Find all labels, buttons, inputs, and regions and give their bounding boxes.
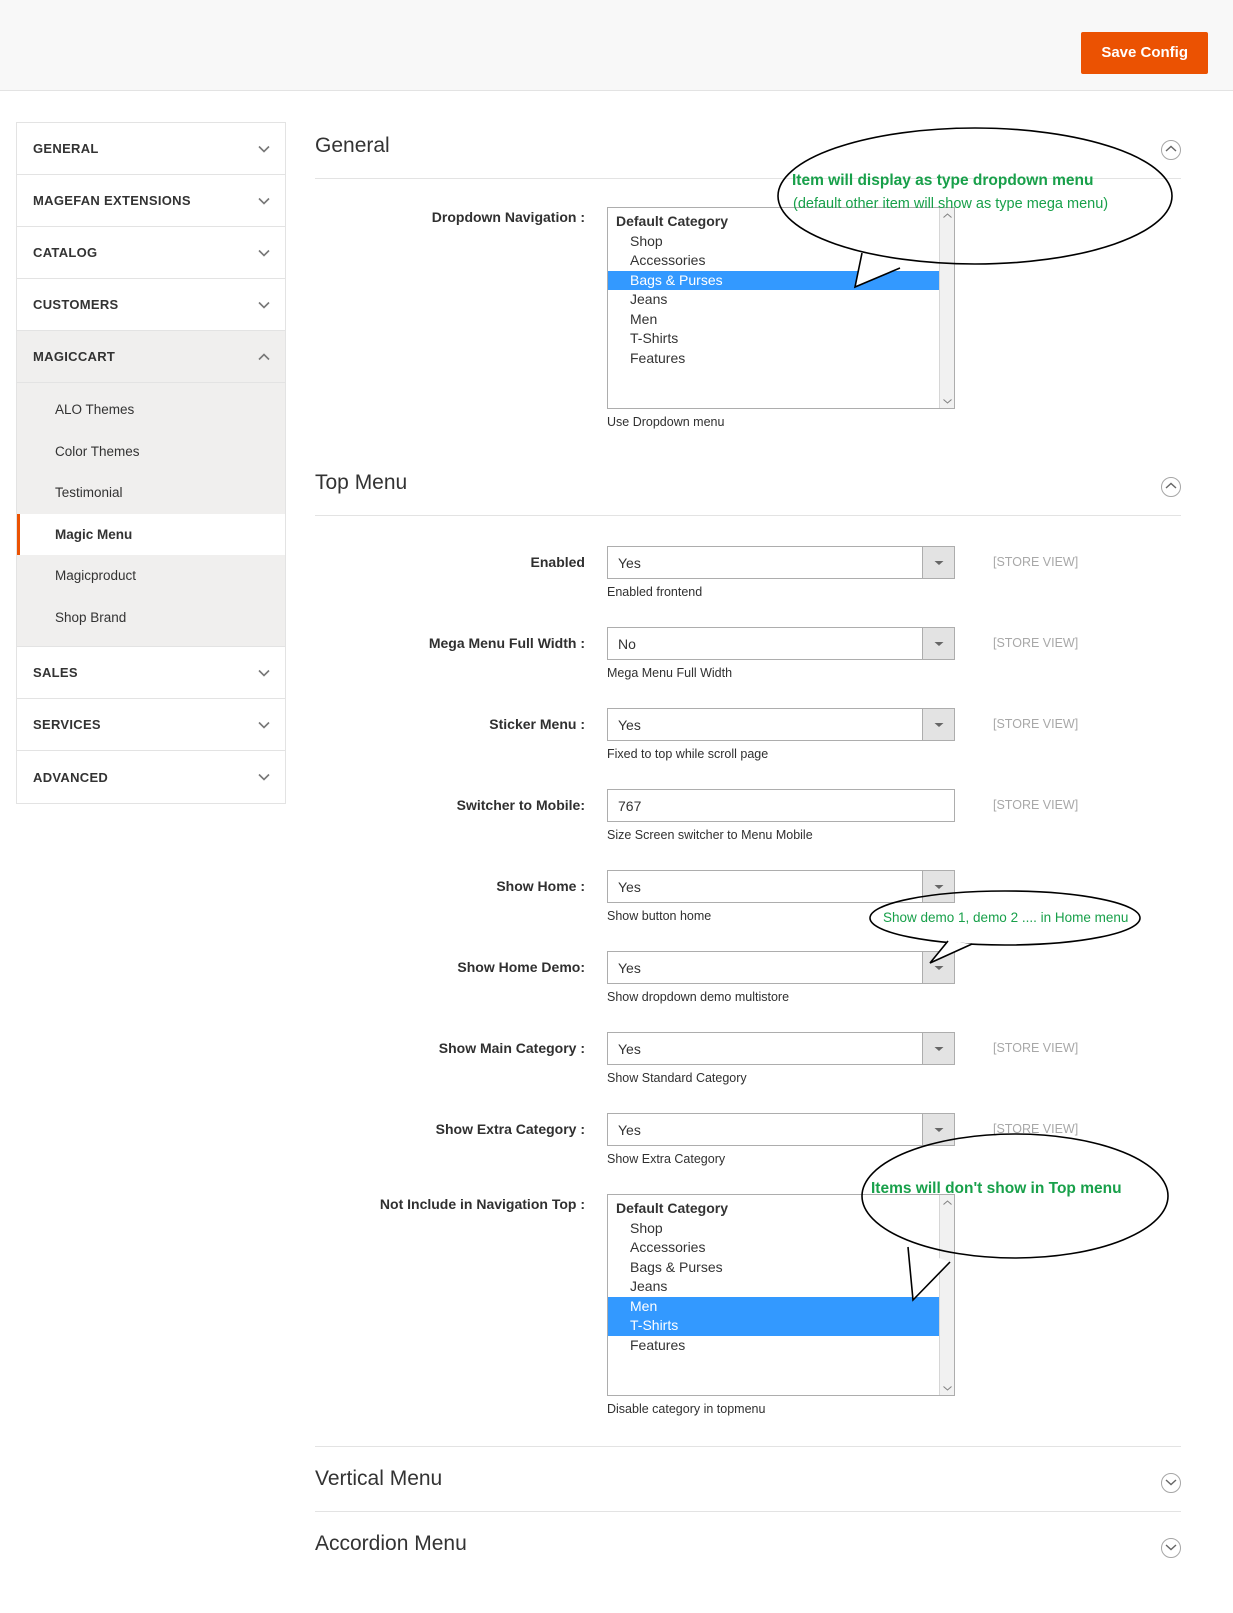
collapse-general-button[interactable] <box>1161 140 1181 160</box>
expand-vertical-menu-button[interactable] <box>1161 1473 1181 1493</box>
sidebar-item-advanced[interactable] <box>17 751 285 803</box>
sidebar-item-magic-menu[interactable] <box>17 514 285 556</box>
section-title: Vertical Menu <box>315 1467 443 1490</box>
expand-accordion-menu-button[interactable] <box>1161 1538 1181 1558</box>
sidebar-item-label: Magic Menu <box>55 526 133 542</box>
list-item[interactable]: Shop <box>630 1219 663 1236</box>
scope-label: [STORE VIEW] <box>993 798 1079 812</box>
show-extra-category-select[interactable] <box>607 1113 955 1146</box>
annotation-dropdown-note-line1: Item will display as type dropdown menu <box>792 172 1094 189</box>
chevron-down-icon <box>257 246 271 260</box>
sidebar-item-customers[interactable] <box>17 279 285 331</box>
field-label: Show Home : <box>496 878 585 894</box>
scrollbar[interactable] <box>939 208 954 408</box>
sidebar-item-label: Testimonial <box>55 485 123 501</box>
chevron-down-icon <box>257 770 271 784</box>
chevron-down-icon <box>257 718 271 732</box>
sidebar-item-services[interactable] <box>17 699 285 751</box>
list-item[interactable]: Jeans <box>630 1278 668 1294</box>
chevron-up-icon <box>257 350 271 364</box>
save-config-button[interactable]: Save Config <box>1081 32 1208 74</box>
field-note: Use Dropdown menu <box>607 415 725 429</box>
chevron-down-icon <box>257 194 271 208</box>
dropdown-navigation-multiselect[interactable] <box>607 207 955 409</box>
field-label: Mega Menu Full Width : <box>428 635 585 651</box>
list-item[interactable]: T-Shirts <box>608 1316 954 1336</box>
chevron-down-icon[interactable] <box>922 952 954 983</box>
field-label: Enabled <box>530 554 585 570</box>
sticker-menu-select[interactable] <box>607 708 955 741</box>
section-general <box>315 122 1181 179</box>
list-item[interactable]: Default Category <box>616 213 729 229</box>
chevron-down-icon[interactable] <box>922 547 954 578</box>
sidebar-item-testimonial[interactable] <box>17 472 285 514</box>
annotation-home-demo-note: Show demo 1, demo 2 .... in Home menu <box>883 910 1129 925</box>
enabled-select[interactable] <box>607 546 955 579</box>
scope-label: [STORE VIEW] <box>993 1122 1079 1136</box>
list-item[interactable]: T-Shirts <box>630 330 679 346</box>
field-show-main-category <box>315 1032 1181 1085</box>
sidebar-item-label: Shop Brand <box>55 609 127 625</box>
select-value: Yes <box>618 878 641 895</box>
list-item[interactable]: Shop <box>630 232 663 249</box>
field-note: Show button home <box>607 909 712 923</box>
chevron-down-icon <box>257 298 271 312</box>
field-sticker-menu <box>315 708 1181 761</box>
chevron-down-icon[interactable] <box>922 1033 954 1064</box>
field-label: Show Main Category : <box>438 1040 585 1056</box>
field-note: Mega Menu Full Width <box>607 666 733 680</box>
field-show-home-demo <box>315 951 1181 1004</box>
sidebar-item-alo-themes[interactable] <box>17 389 285 431</box>
sidebar-item-label: MAGICCART <box>33 349 116 364</box>
show-home-demo-select[interactable] <box>607 951 955 984</box>
config-form <box>315 122 1181 1576</box>
page-title: General <box>315 134 390 157</box>
sidebar-item-label: CATALOG <box>33 245 98 260</box>
field-note: Size Screen switcher to Menu Mobile <box>607 828 813 842</box>
select-value: Yes <box>618 554 641 571</box>
sidebar-item-label: ALO Themes <box>55 402 135 417</box>
sidebar-item-label: CUSTOMERS <box>33 297 119 312</box>
sidebar-item-color-themes[interactable] <box>17 431 285 473</box>
list-item[interactable]: Accessories <box>630 252 706 268</box>
section-accordion-menu[interactable] <box>315 1511 1181 1576</box>
section-title: Top Menu <box>315 471 408 494</box>
sidebar-item-label: ADVANCED <box>33 769 109 785</box>
select-value: No <box>618 635 636 652</box>
section-title: Accordion Menu <box>315 1532 467 1555</box>
sidebar-item-label: Magicproduct <box>55 568 137 584</box>
config-sidebar <box>16 122 286 804</box>
field-show-home <box>315 870 1181 923</box>
chevron-down-icon[interactable] <box>922 709 954 740</box>
list-item[interactable]: Men <box>608 1297 954 1317</box>
field-dropdown-navigation <box>315 207 1181 429</box>
field-note: Show Standard Category <box>607 1071 747 1085</box>
magiccart-subnav <box>17 383 285 647</box>
sidebar-item-catalog[interactable] <box>17 227 285 279</box>
sidebar-item-label: Color Themes <box>55 443 140 459</box>
list-item[interactable]: Accessories <box>630 1239 706 1255</box>
field-not-include-navigation-top <box>315 1194 1181 1416</box>
section-vertical-menu[interactable] <box>315 1446 1181 1511</box>
field-label: Show Extra Category : <box>435 1121 585 1137</box>
annotation-not-include-note: Items will don't show in Top menu <box>871 1180 1122 1197</box>
scrollbar[interactable] <box>939 1195 954 1395</box>
sidebar-item-magiccart[interactable] <box>17 331 285 383</box>
list-item[interactable]: Bags & Purses <box>630 1258 723 1275</box>
not-include-navigation-multiselect[interactable] <box>607 1194 955 1396</box>
switcher-to-mobile-input[interactable] <box>607 789 955 822</box>
field-note: Fixed to top while scroll page <box>607 747 769 761</box>
sidebar-item-magefan-extensions[interactable] <box>17 175 285 227</box>
chevron-down-icon[interactable] <box>922 628 954 659</box>
list-item[interactable]: Jeans <box>630 291 668 307</box>
select-value: Yes <box>618 716 641 733</box>
field-note: Enabled frontend <box>607 585 703 599</box>
show-main-category-select[interactable] <box>607 1032 955 1065</box>
sidebar-item-label: GENERAL <box>33 141 99 156</box>
sidebar-item-sales[interactable] <box>17 647 285 699</box>
list-item[interactable]: Default Category <box>616 1200 729 1216</box>
list-item[interactable]: Bags & Purses <box>608 271 954 291</box>
scope-label: [STORE VIEW] <box>993 1041 1079 1055</box>
scope-label: [STORE VIEW] <box>993 636 1079 650</box>
list-item[interactable]: Men <box>630 310 658 327</box>
mega-menu-full-width-select[interactable] <box>607 627 955 660</box>
page-header <box>0 0 1233 91</box>
field-note: Disable category in topmenu <box>607 1402 766 1416</box>
scroll-down-icon[interactable] <box>940 393 955 408</box>
sidebar-item-label: SERVICES <box>33 717 101 733</box>
chevron-down-icon <box>257 142 271 156</box>
scope-label: [STORE VIEW] <box>993 555 1079 569</box>
sidebar-item-label: SALES <box>33 665 78 681</box>
scroll-up-icon[interactable] <box>940 208 955 223</box>
sidebar-item-magicproduct[interactable] <box>17 555 285 597</box>
field-enabled <box>315 546 1181 599</box>
chevron-down-icon[interactable] <box>922 1114 954 1145</box>
select-value: Yes <box>618 1121 641 1138</box>
select-value: Yes <box>618 1040 641 1057</box>
sidebar-item-label: MAGEFAN EXTENSIONS <box>33 193 191 208</box>
collapse-top-menu-button[interactable] <box>1161 477 1181 497</box>
field-label: Not Include in Navigation Top : <box>379 1196 585 1212</box>
field-mega-menu-full-width <box>315 627 1181 680</box>
chevron-down-icon[interactable] <box>922 871 954 902</box>
field-label: Switcher to Mobile: <box>456 797 585 813</box>
list-item[interactable]: Features <box>630 1336 686 1353</box>
field-note: Show dropdown demo multistore <box>607 990 790 1004</box>
section-top-menu <box>315 459 1181 516</box>
sidebar-item-general[interactable] <box>17 123 285 175</box>
field-note: Show Extra Category <box>607 1152 726 1166</box>
field-label: Show Home Demo: <box>457 959 585 975</box>
select-value: Yes <box>618 959 641 976</box>
show-home-select[interactable] <box>607 870 955 903</box>
sidebar-item-shop-brand[interactable] <box>17 597 285 639</box>
field-switcher-to-mobile <box>315 789 1181 842</box>
annotation-dropdown-note-line2: (default other item will show as type mega menu) <box>793 196 1109 212</box>
chevron-down-icon <box>257 666 271 680</box>
field-show-extra-category <box>315 1113 1181 1166</box>
scope-label: [STORE VIEW] <box>993 717 1079 731</box>
field-label: Dropdown Navigation : <box>431 209 585 225</box>
scroll-down-icon[interactable] <box>940 1380 955 1395</box>
list-item[interactable]: Features <box>630 349 686 366</box>
field-label: Sticker Menu : <box>489 716 585 732</box>
scroll-up-icon[interactable] <box>940 1195 955 1210</box>
